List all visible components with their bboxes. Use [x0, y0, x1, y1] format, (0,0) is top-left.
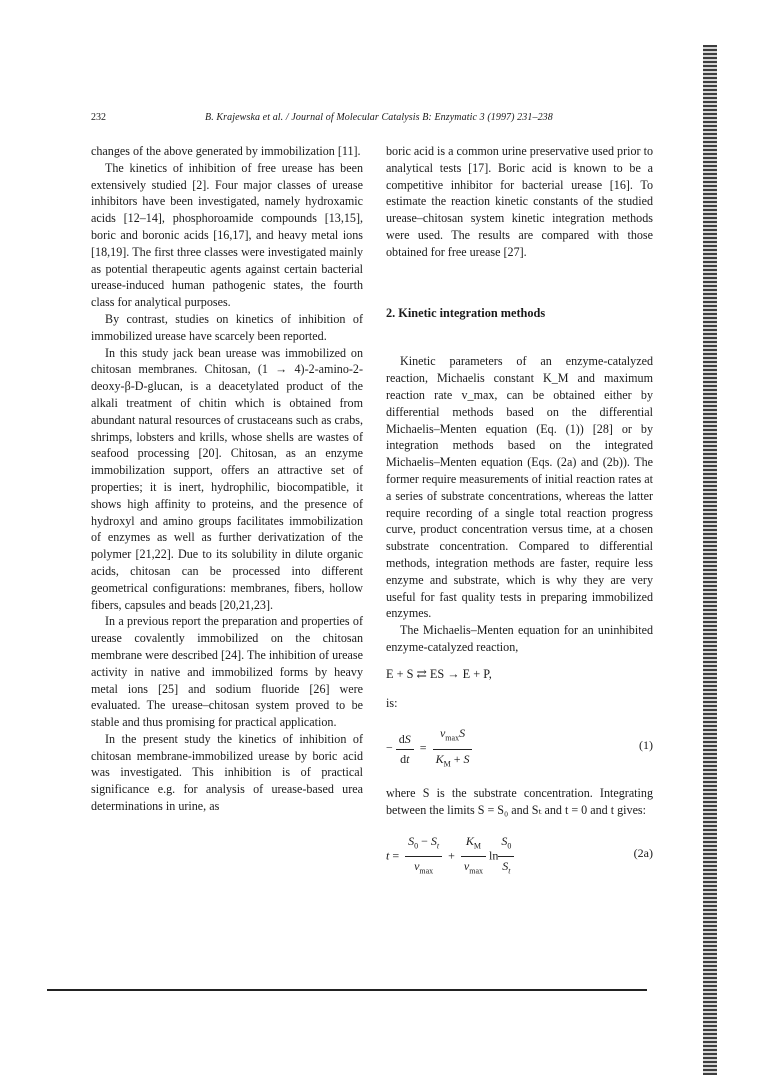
- equation-1-number: (1): [639, 738, 653, 753]
- reaction-scheme: E + S ⇄ ES → E + P,: [386, 666, 492, 681]
- paragraph: The Michaelis–Menten equation for an uninhibited enzyme-catalyzed reaction,: [386, 623, 653, 654]
- paragraph: where S is the substrate concentration. Integrating between the limits S = S₀ and Sₜ and t = 0 and t gives:: [386, 786, 653, 818]
- paragraph: Kinetic parameters of an enzyme-catalyzed reaction, Michaelis constant K_M and maximum reaction rate v_max, can be obtained either by differential methods based on the differential Michaelis–Menten equation (Eq. (1)) [28] or by integration methods based on the integrated Michaelis–Menten equation (Eqs. (2a) and (2b)). The former require measurements of initial reaction rates at a series of substrate concentrations, whereas the latter require recording of a single total reaction progress curve, product concentration versus time, at a chosen substrate concentration. Compared to differential methods, integration methods are faster, require less enzyme and substrate, which is why they are very useful for fast quality tests in preparing immobilized enzymes.: [386, 354, 653, 621]
- scan-binding-edge: [703, 45, 717, 1075]
- paragraph: In the present study the kinetics of inhibition of chitosan membrane-immobilized urease by boric acid was investigated. This inhibition is of practical significance e.g. for analysis of urease-based urea determinations in urine, as: [91, 731, 363, 814]
- paragraph: By contrast, studies on kinetics of inhibition of immobilized urease have scarcely been reported.: [91, 311, 363, 343]
- paragraph: The kinetics of inhibition of free urease has been extensively studied [2]. Four major classes of urease inhibitors have been investigated, namely hydroxamic acids [12–14], phosphoroamide compounds [13,15], boric and boronic acids [16,17], and heavy metal ions [18,19]. The first three classes were investigated mainly as potential therapeutic agents against certain bacterial urease-induced human pathogenic states, the fourth class for analytical purposes.: [91, 160, 363, 310]
- equation-1: [386, 725, 653, 777]
- right-column: [386, 143, 653, 893]
- left-column: [91, 143, 363, 815]
- is-label: is:: [386, 695, 398, 710]
- paragraph: boric acid is a common urine preservative used prior to analytical tests [17]. Boric acid is known to be a competitive inhibitor for bacterial urease [16]. To estimate the reaction kinetic constants of the studied urease–chitosan system kinetic integration methods were used. The results are compared with those obtained for free urease [27].: [386, 144, 653, 259]
- paragraph: In a previous report the preparation and properties of urease covalently immobilized on the chitosan membrane were described [24]. The inhibition of urease activity in native and immobilized forms by heavy metal ions [25] and sodium fluoride [26] were evaluated. The urease–chitosan system proved to be stable and thus promising for practical application.: [91, 614, 363, 730]
- equation-2a-math: t = $\frac{S_0 - S_t}{v_{max}}$ + $\frac{K_M}{v_{max}}$ ln $\frac{S_0}{S_t}$: [386, 833, 514, 880]
- equation-1-math: − $\frac{dS}{dt}$ = $\frac{v_{max}S}{K_M + S}$: [386, 725, 472, 772]
- footer-rule: [47, 989, 647, 991]
- equation-2a-number: (2a): [633, 845, 653, 860]
- running-head: B. Krajewska et al. / Journal of Molecular Catalysis B: Enzymatic 3 (1997) 231–238: [205, 112, 553, 123]
- paragraph: In this study jack bean urease was immobilized on chitosan membranes. Chitosan, (1 → 4)-2-amino-2-deoxy-β-D-glucan, is a deacetylated product of the alkali treatment of chitin which is obtained from abundant natural resources of crustaceans such as crabs, shrimps, lobsters and krills, whose shells are wastes of seafood processing [20]. Chitosan, as an enzyme immobilization support, offers an attractive set of properties; it is inert, hydrophilic, biocompatible, it shows high affinity to proteins, and the presence of hydroxyl and amino groups facilitates immobilization of enzymes as well as further derivatization of the polymer [21,22]. Due to its solubility in dilute organic acids, chitosan can be processed into different geometrical configurations: membranes, fibers, hollow fibers, capsules and beads [20,21,23].: [91, 345, 363, 612]
- page-number: 232: [91, 112, 106, 123]
- equation-2a: [386, 833, 653, 885]
- section-title: 2. Kinetic integration methods: [386, 305, 546, 320]
- paragraph: changes of the above generated by immobilization [11].: [91, 144, 361, 158]
